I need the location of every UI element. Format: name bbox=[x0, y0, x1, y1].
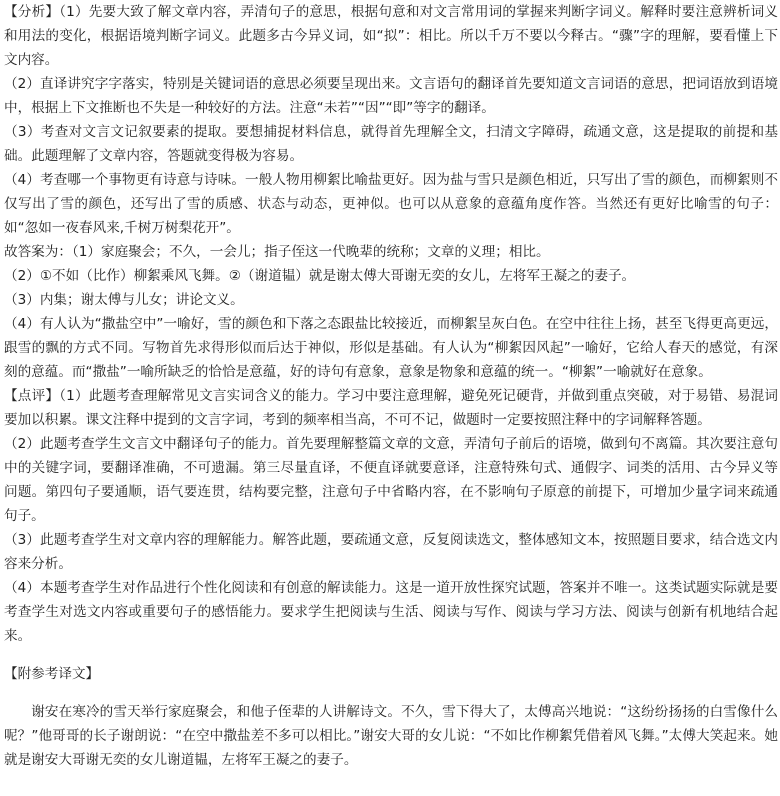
translation-paragraph: 谢安在寒冷的雪天举行家庭聚会，和他子侄辈的人讲解诗文。不久，雪下得大了，太傅高兴地说：“这纷纷扬扬的白雪像什么呢？”他哥哥的长子谢朗说：“在空中撒盐差不多可以相比。”谢安大哥的女儿说：“不如比作柳絮凭借着风飞舞。”太傅大笑起来。她就是谢安大哥谢无奕的女儿谢道韫，左将军王凝之的妻子。 bbox=[4, 704, 778, 768]
comment-paragraph-3: （3）此题考查学生对文章内容的理解能力。解答此题，要疏通文意，反复阅读选文，整体感知文本，按照题目要求，结合选文内容来分析。 bbox=[4, 532, 778, 572]
section-gap bbox=[4, 686, 778, 700]
answer-1: 故答案为：（1）家庭聚会；不久，一会儿；指子侄这一代晚辈的统称；文章的义理；相比。 bbox=[4, 244, 550, 260]
translation-heading: 【附参考译文】 bbox=[4, 666, 100, 682]
answer-2: （2）①不如（比作）柳絮乘风飞舞。②（谢道韫）就是谢太傅大哥谢无奕的女儿，左将军王凝之的妻子。 bbox=[4, 268, 636, 284]
analysis-paragraph-4: （4）考查哪一个事物更有诗意与诗味。一般人物用柳絮比喻盐更好。因为盐与雪只是颜色相近，只写出了雪的颜色，而柳絮则不仅写出了雪的颜色，还写出了雪的质感、状态与动态，更神似。也可以从意象的意蕴角度作答。当然还有更好比喻雪的句子：如“忽如一夜春风来,千树万树梨花开”。 bbox=[4, 172, 778, 236]
comment-paragraph-2: （2）此题考查学生文言文中翻译句子的能力。首先要理解整篇文章的文意，弄清句子前后的语境，做到句不离篇。其次要注意句中的关键字词，要翻译准确，不可遗漏。第三尽量直译，不便直译就要意译，注意特殊句式、通假字、词类的活用、古今异义等问题。第四句子要通顺，语气要连贯，结构要完整，注意句子中省略内容，在不影响句子原意的前提下，可增加少量字词来疏通句子。 bbox=[4, 436, 778, 524]
document bbox=[4, 0, 778, 772]
analysis-paragraph-2: （2）直译讲究字字落实，特别是关键词语的意思必须要呈现出来。文言语句的翻译首先要知道文言词语的意思，把词语放到语境中，根据上下文推断也不失是一种较好的方法。注意“未若”“因”“即”等字的翻译。 bbox=[4, 76, 778, 116]
analysis-paragraph-3: （3）考查对文言文记叙要素的提取。要想捕捉材料信息，就得首先理解全文，扫清文字障碍，疏通文意，这是提取的前提和基础。此题理解了文章内容，答题就变得极为容易。 bbox=[4, 124, 778, 164]
comment-paragraph-1: 【点评】（1）此题考查理解常见文言实词含义的能力。学习中要注意理解，避免死记硬背，并做到重点突破，对于易错、易混词要加以积累。课文注释中提到的文言字词，考到的频率相当高，不可不记，做题时一定要按照注释中的字词解释答题。 bbox=[4, 388, 778, 428]
answer-3: （3）内集；谢太傅与儿女；讲论文义。 bbox=[4, 292, 244, 308]
analysis-paragraph-1: 【分析】（1）先要大致了解文章内容，弄清句子的意思，根据句意和对文言常用词的掌握来判断字词义。解释时要注意辨析词义和用法的变化，根据语境判断字词义。此题多古今异义词，如“拟”：相比。所以千万不要以今释古。“骤”字的理解，要看懂上下文内容。 bbox=[4, 4, 778, 68]
section-gap bbox=[4, 648, 778, 662]
comment-paragraph-4: （4）本题考查学生对作品进行个性化阅读和有创意的解读能力。这是一道开放性探究试题，答案并不唯一。这类试题实际就是要考查学生对选文内容或重要句子的感悟能力。要求学生把阅读与生活、阅读与写作、阅读与学习方法、阅读与创新有机地结合起来。 bbox=[4, 580, 778, 644]
answer-4: （4）有人认为“撒盐空中”一喻好，雪的颜色和下落之态跟盐比较接近，而柳絮呈灰白色。在空中往往上扬，甚至飞得更高更远，跟雪的飘的方式不同。写物首先求得形似而后达于神似，形似是基础。有人认为“柳絮因风起”一喻好，它给人春天的感觉，有深刻的意蕴。而“撒盐”一喻所缺乏的恰恰是意蕴，好的诗句有意象，意象是物象和意蕴的统一。“柳絮”一喻就好在意象。 bbox=[4, 316, 778, 380]
